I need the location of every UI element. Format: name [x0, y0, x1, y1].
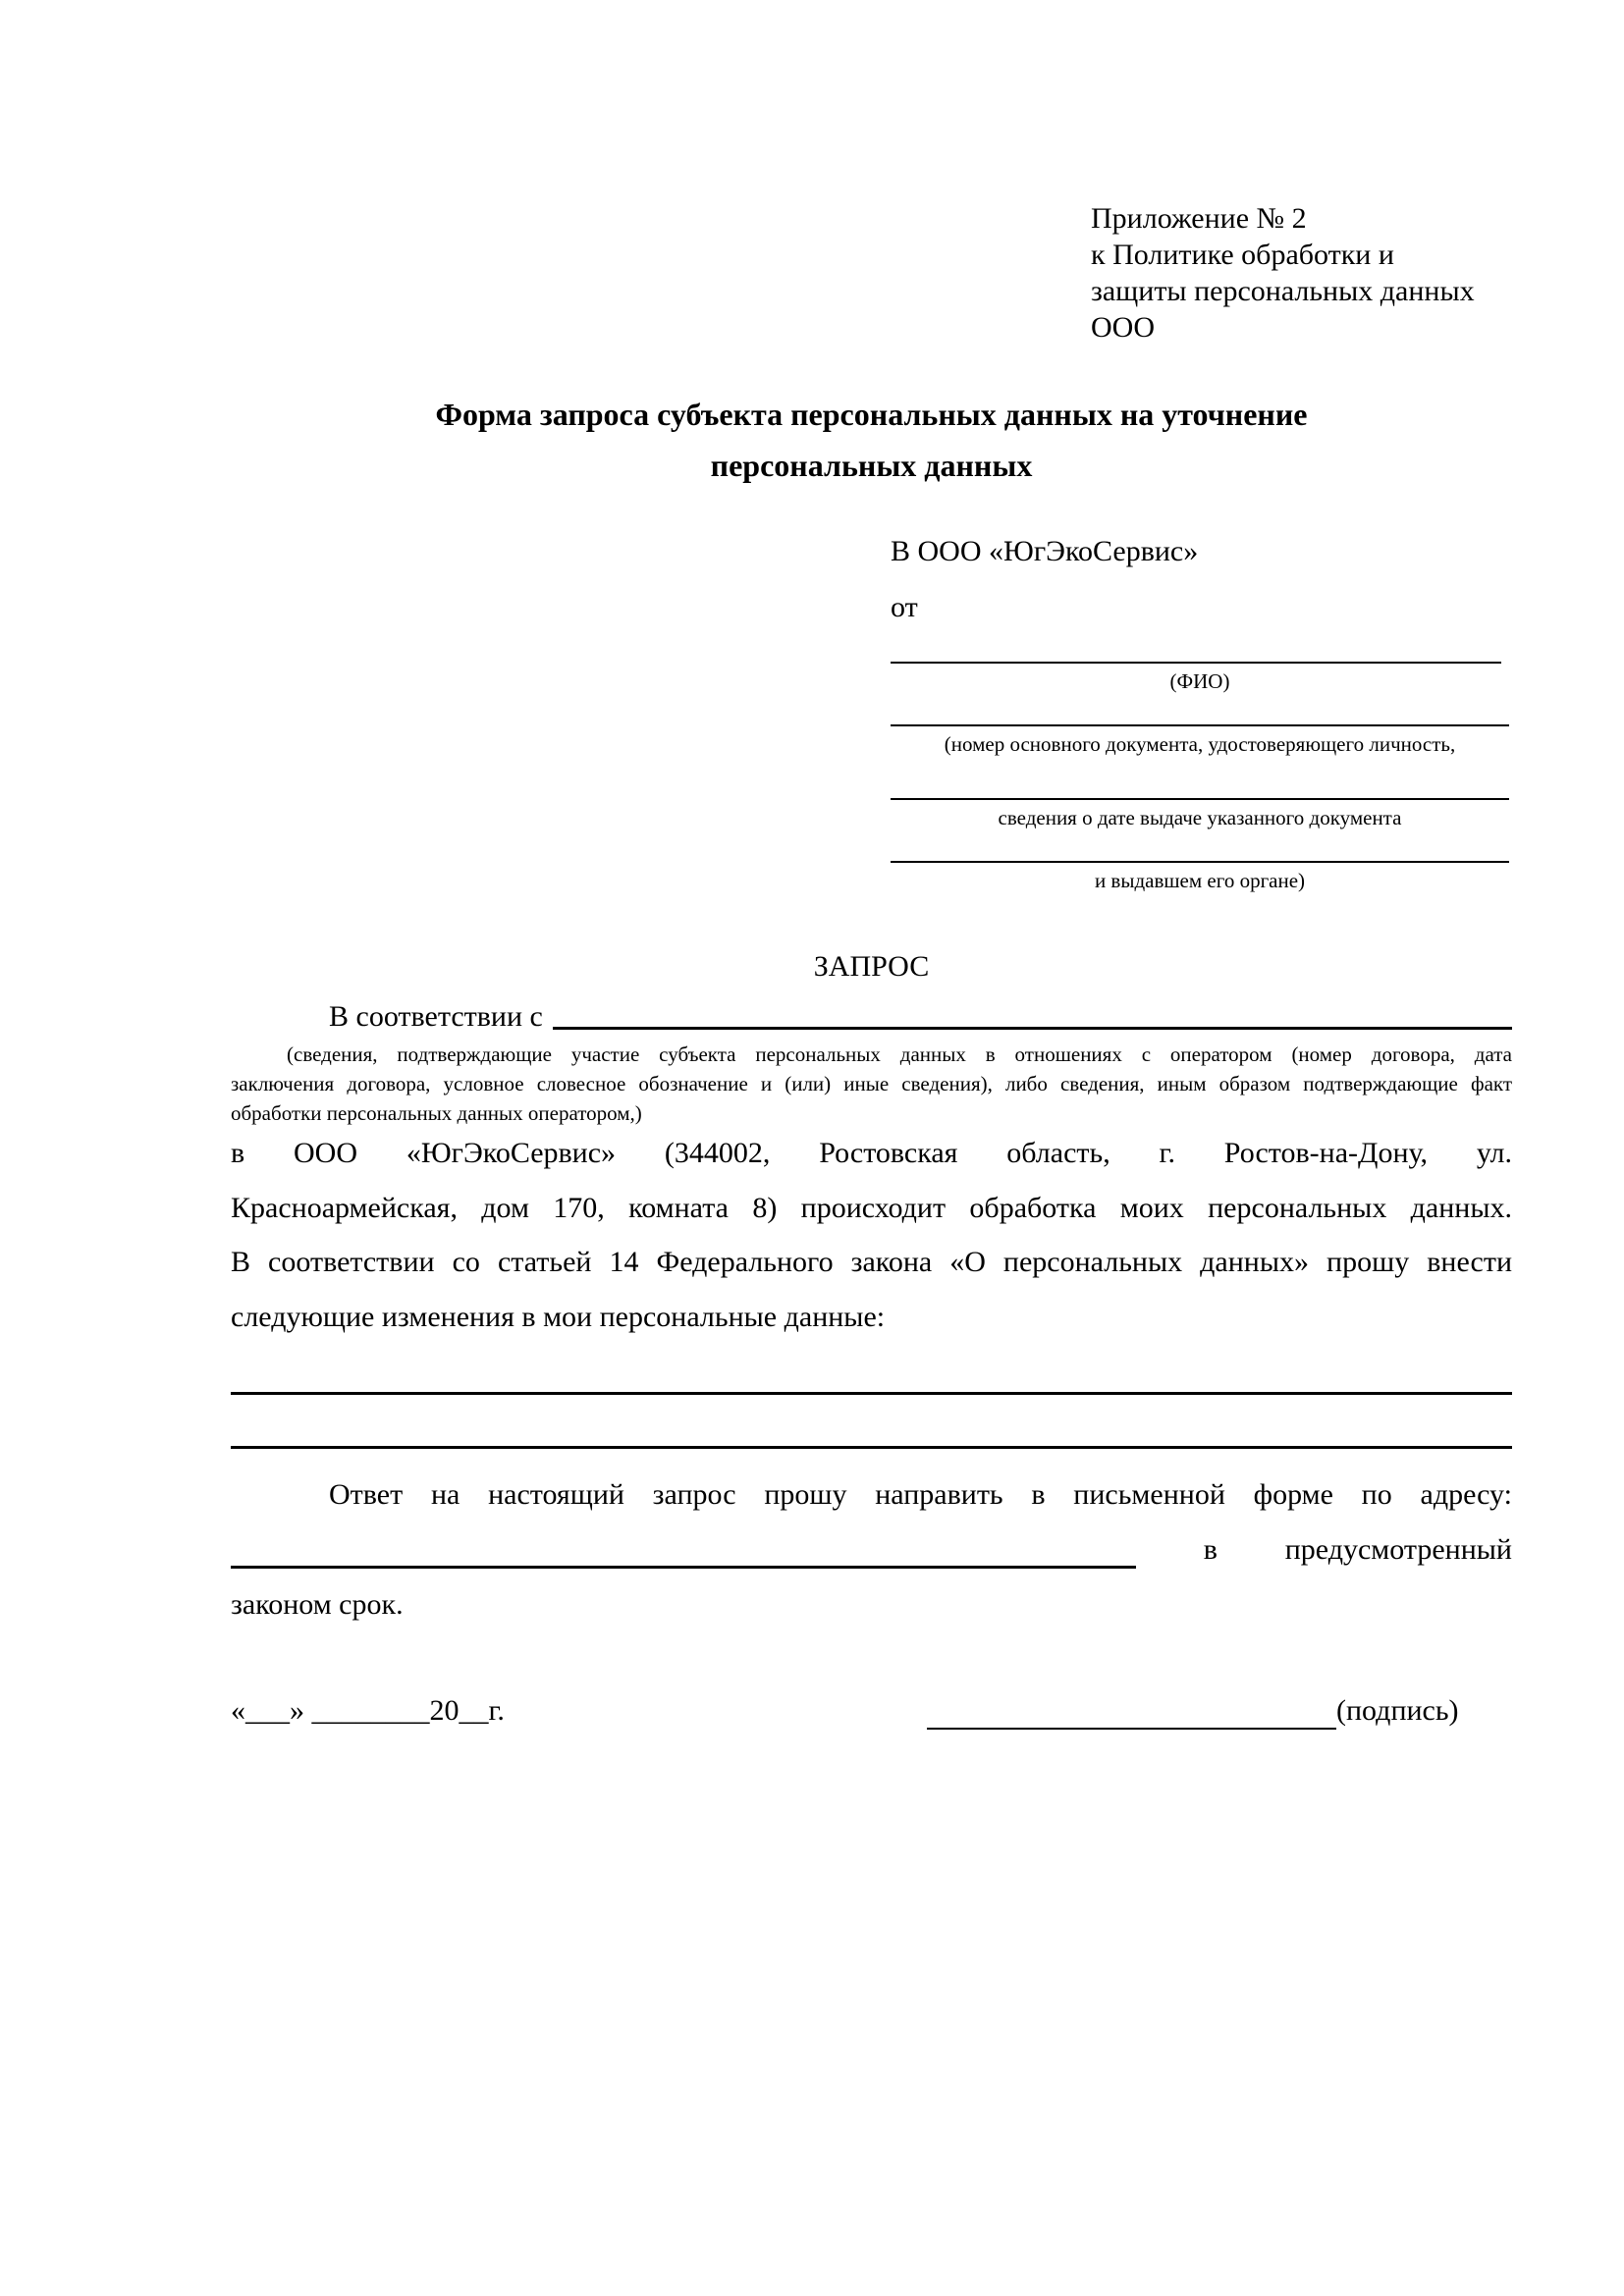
doc-date-blank-line: [891, 798, 1509, 800]
changes-blank-line-2: [231, 1446, 1512, 1449]
reply-word-2: предусмотренный: [1284, 1533, 1512, 1566]
body-line-4: следующие изменения в мои персональные данные:: [231, 1300, 886, 1333]
accordance-caption: [231, 1040, 1512, 1128]
accordance-caption-line-2: заключения договора, условное словесное обозначение и (или) иные сведения), либо сведения, иным образом подтверждающие факт: [231, 1072, 1512, 1095]
signature-caption: (подпись): [1336, 1694, 1459, 1727]
header-note-block: [1091, 200, 1513, 346]
reply-line-1: Ответ на настоящий запрос прошу направить в письменной форме по адресу:: [329, 1478, 1512, 1511]
footer-row: [231, 1683, 1512, 1744]
address-blank-line: [231, 1566, 1136, 1569]
accordance-caption-line-1: (сведения, подтверждающие участие субъекта персональных данных в отношениях с оператором (номер договора, дата: [287, 1042, 1512, 1066]
signature-blank-line: [927, 1728, 1336, 1730]
changes-blank-line-1: [231, 1392, 1512, 1395]
request-heading: ЗАПРОС: [813, 950, 930, 983]
doc-issuer-blank-line: [891, 861, 1509, 863]
document-title: [231, 389, 1512, 491]
reply-line-3: законом срок.: [231, 1588, 404, 1621]
accordance-lead-text: В соответствии с: [329, 1000, 543, 1033]
title-line-1: Форма запроса субъекта персональных данных на уточнение: [435, 397, 1308, 432]
addressee-to: В ООО «ЮгЭкоСервис»: [891, 535, 1199, 567]
header-note-line-4: ООО: [1091, 311, 1155, 344]
doc-date-caption: сведения о дате выдаче указанного документа: [998, 806, 1402, 829]
body-paragraph: [231, 1126, 1512, 1344]
body-line-3: В соответствии со статьей 14 Федерального закона «О персональных данных» прошу внести: [231, 1246, 1512, 1278]
doc-issuer-caption: и выдавшем его органе): [1094, 869, 1306, 892]
reply-line-2: [231, 1522, 1512, 1577]
doc-number-caption: (номер основного документа, удостоверяющего личность,: [944, 732, 1456, 756]
addressee-block: [891, 534, 1509, 946]
accordance-blank-line: [553, 999, 1512, 1030]
header-note-line-1: Приложение № 2: [1091, 202, 1307, 235]
accordance-line: [231, 999, 1512, 1035]
header-note-line-2: к Политике обработки и: [1091, 239, 1394, 271]
fio-blank-line: [891, 662, 1501, 664]
reply-paragraph: [231, 1468, 1512, 1632]
title-line-2: персональных данных: [710, 448, 1033, 483]
date-blank-field: «___» ________20__г.: [231, 1694, 505, 1727]
reply-word-1: в: [1203, 1533, 1218, 1566]
header-note-line-3: защиты персональных данных: [1091, 275, 1475, 307]
body-line-2: Красноармейская, дом 170, комната 8) происходит обработка моих персональных данных.: [231, 1191, 1512, 1224]
fio-caption: (ФИО): [1169, 669, 1230, 693]
doc-number-blank-line: [891, 724, 1509, 726]
body-line-1: в ООО «ЮгЭкоСервис» (344002, Ростовская область, г. Ростов-на-Дону, ул.: [231, 1137, 1512, 1169]
addressee-from-label: от: [891, 591, 918, 623]
accordance-caption-line-3: обработки персональных данных оператором,): [231, 1101, 642, 1125]
